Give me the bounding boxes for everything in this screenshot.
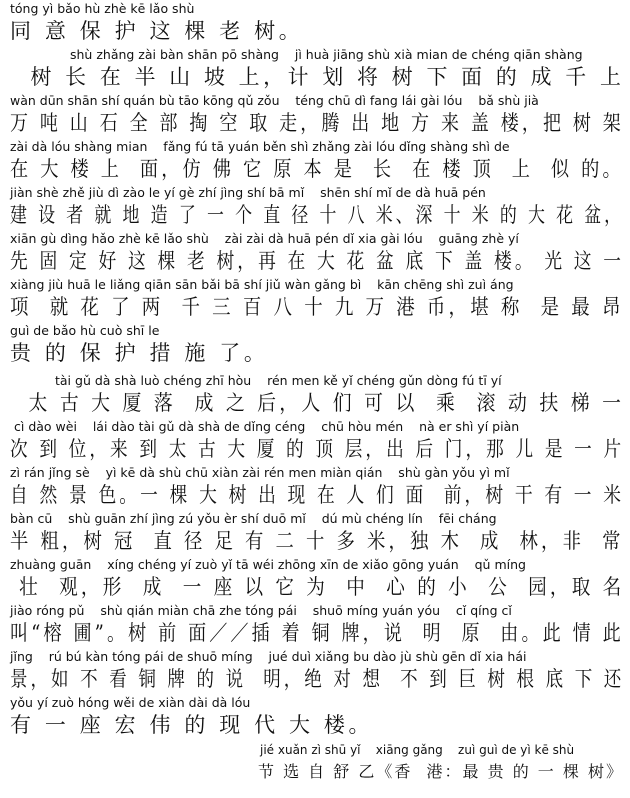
pinyin-line: xiān gù dìng hǎo zhè kē lǎo shù zài zài dà huā pén dǐ xia gài lóu guāng zhè yí	[10, 231, 519, 246]
pinyin-line: tài gǔ dà shà luò chéng zhī hòu rén men kě yǐ chéng gǔn dòng fú tī yí	[55, 373, 502, 388]
text-line	[0, 322, 630, 368]
text-line	[0, 418, 630, 464]
pinyin-line: jié xuǎn zì shū yǐ xiāng gǎng zuì guì de yì kē shù	[260, 743, 575, 757]
pinyin-line: zhuàng guān xíng chéng yí zuò yǐ tā wéi zhōng xīn de xiǎo gōng yuán qǔ míng	[10, 557, 526, 572]
hanzi-line: 有 一 座 宏 伟 的 现 代 大 楼。	[10, 713, 374, 737]
hanzi-line: 次 到 位，来 到 太 古 大 厦 的 顶 层，出 后 门，那 儿 是 一 片	[10, 437, 625, 461]
pinyin-line: zì rán jǐng sè yì kē dà shù chū xiàn zài rén men miàn qián shù gàn yǒu yì mǐ	[10, 465, 510, 480]
hanzi-line: 建 设 者 就 地 造 了 一 个 直 径 十 八 米、深 十 米 的 大 花 盆，	[10, 203, 624, 227]
pinyin-line: cì dào wèi lái dào tài gǔ dà shà de dǐng céng chū hòu mén nà er shì yí piàn	[14, 419, 520, 434]
hanzi-line: 节 选 自 舒 乙《香 港：最 贵 的 一 棵 树》	[258, 762, 624, 781]
text-line	[0, 276, 630, 322]
text-line	[0, 372, 630, 418]
hanzi-line: 半 粗，树 冠 直 径 足 有 二 十 多 米，独 木 成 林，非 常	[10, 529, 624, 553]
pinyin-line: jǐng rú bú kàn tóng pái de shuō míng jué duì xiǎng bu dào jù shù gēn dǐ xia hái	[10, 649, 527, 664]
pinyin-line: shù zhǎng zài bàn shān pō shàng jì huà jiāng shù xià mian de chéng qiān shàng	[70, 47, 583, 62]
text-line	[0, 46, 630, 92]
hanzi-line: 先 固 定 好 这 棵 老 树，再 在 大 花 盆 底 下 盖 楼。 光 这 一	[10, 249, 625, 273]
hanzi-line: 壮 观，形 成 一 座 以 它 为 中 心 的 小 公 园，取 名	[10, 575, 625, 599]
pinyin-line: xiàng jiù huā le liǎng qiān sān bǎi bā shí jiǔ wàn gǎng bì kān chēng shì zuì áng	[10, 277, 514, 292]
pinyin-line: jiào róng pǔ shù qián miàn chā zhe tóng pái shuō míng yuán yóu cǐ qíng cǐ	[10, 603, 512, 618]
text-line	[0, 556, 630, 602]
pinyin-line: tóng yì bǎo hù zhè kē lǎo shù	[10, 1, 195, 16]
hanzi-line: 景，如 不 看 铜 牌 的 说 明，绝 对 想 不 到 巨 树 根 底 下 还	[10, 667, 625, 691]
text-line	[0, 648, 630, 694]
text-line	[0, 184, 630, 230]
pinyin-line: bàn cū shù guān zhí jìng zú yǒu èr shí duō mǐ dú mù chéng lín fēi cháng	[10, 511, 497, 526]
hanzi-line: 在 大 楼 上 面，仿 佛 它 原 本 是 长 在 楼 顶 上 似 的。	[10, 157, 624, 181]
text-line	[0, 230, 630, 276]
hanzi-line: 自 然 景 色。一 棵 大 树 出 现 在 人 们 面 前，树 干 有 一 米	[10, 483, 625, 507]
text-line	[0, 602, 630, 648]
hanzi-line: 树 长 在 半 山 坡 上，计 划 将 树 下 面 的 成 千 上	[10, 65, 625, 89]
text-line	[0, 92, 630, 138]
hanzi-line: 叫“榕 圃”。树 前 面／／插 着 铜 牌，说 明 原 由。此 情 此	[10, 621, 624, 645]
text-line	[0, 0, 630, 46]
hanzi-line: 万 吨 山 石 全 部 掏 空 取 走，腾 出 地 方 来 盖 楼，把 树 架	[10, 111, 624, 135]
pinyin-line: guì de bǎo hù cuò shī le	[10, 323, 160, 338]
text-line	[0, 694, 630, 740]
hanzi-line: 同 意 保 护 这 棵 老 树。	[10, 19, 304, 43]
text-line	[0, 510, 630, 556]
text-line	[0, 464, 630, 510]
source-citation	[0, 742, 630, 788]
pinyin-line: jiàn shè zhě jiù dì zào le yí gè zhí jìng shí bā mǐ shēn shí mǐ de dà huā pén	[10, 185, 486, 200]
text-line	[0, 138, 630, 184]
pinyin-line: zài dà lóu shàng mian fǎng fú tā yuán běn shì zhǎng zài lóu dǐng shàng shì de	[10, 139, 510, 154]
hanzi-line: 项 就 花 了 两 千 三 百 八 十 九 万 港 币，堪 称 是 最 昂	[10, 295, 624, 319]
hanzi-line: 贵 的 保 护 措 施 了。	[10, 341, 269, 365]
pinyin-line: yǒu yí zuò hóng wěi de xiàn dài dà lóu	[10, 695, 251, 710]
hanzi-line: 太 古 大 厦 落 成 之 后，人 们 可 以 乘 滚 动 扶 梯 一	[10, 391, 625, 415]
pinyin-line: wàn dūn shān shí quán bù tāo kōng qǔ zǒu téng chū dì fang lái gài lóu bǎ shù jià	[10, 93, 539, 108]
